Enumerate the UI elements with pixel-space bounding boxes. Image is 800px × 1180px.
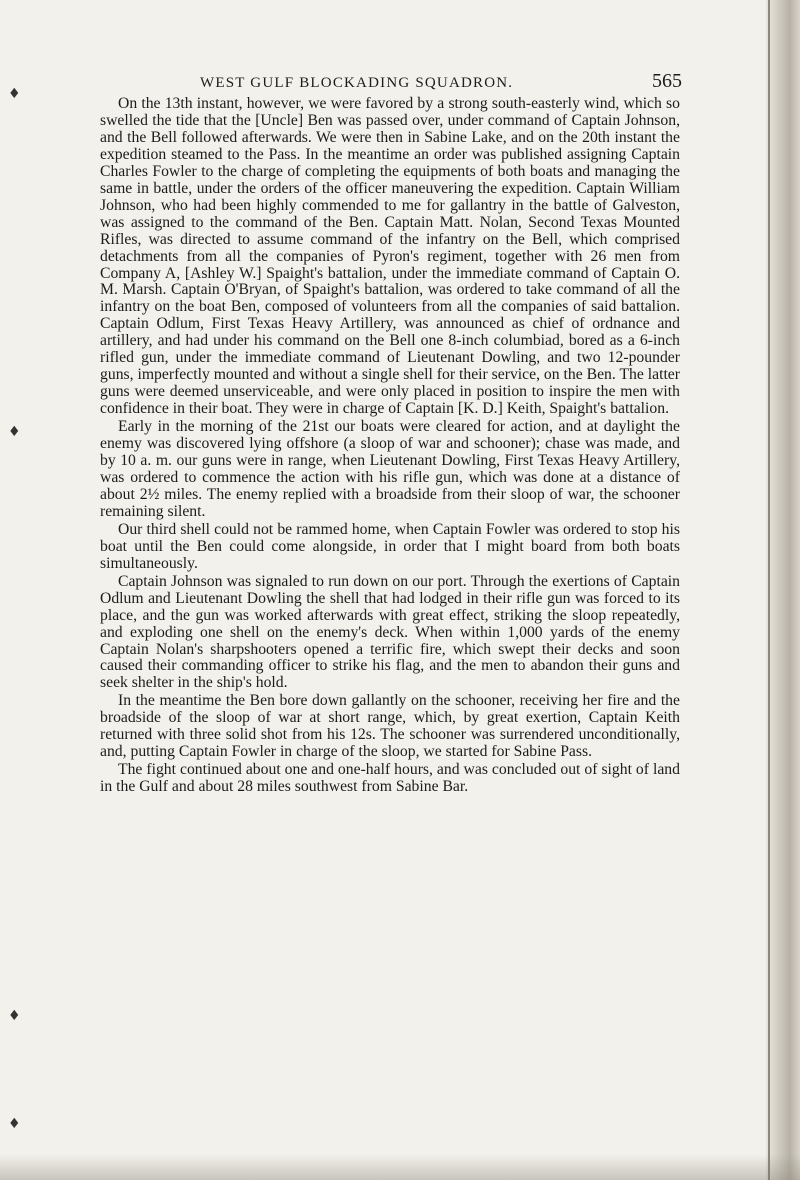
body-text (100, 96, 680, 796)
paragraph: In the meantime the Ben bore down gallantly on the schooner, receiving her fire and the broadside of the sloop of war at short range, which, by great exertion, Captain Keith returned with three solid shot from his 12s. The schooner was surrendered unconditionally, and, putting Captain Fowler in charge of the sloop, we started for Sabine Pass. (100, 692, 680, 761)
book-gutter (766, 0, 800, 1180)
paragraph: Captain Johnson was signaled to run down on our port. Through the exertions of Captain Odlum and Lieutenant Dowling the shell that had lodged in their rifle gun was forced to its place, and the gun was worked afterwards with great effect, striking the sloop repeatedly, and exploding one shell on the enemy's deck. When within 1,000 yards of the enemy Captain Nolan's sharpshooters opened a terrific fire, which swept their decks and soon caused their commanding officer to strike his flag, and the men to abandon their guns and seek shelter in the ship's hold. (100, 572, 680, 692)
margin-mark-icon: ♦ (8, 424, 21, 440)
running-head: WEST GULF BLOCKADING SQUADRON. (200, 75, 514, 91)
margin-mark-icon: ♦ (8, 86, 21, 102)
paragraph: Our third shell could not be rammed home, when Captain Fowler was ordered to stop his boat until the Ben could come alongside, in order that I might board from both boats simultaneously. (100, 520, 680, 572)
gutter-edge-line (768, 0, 770, 1180)
page-header (100, 66, 680, 94)
bottom-edge-shadow (0, 1154, 800, 1180)
paragraph: The fight continued about one and one-half hours, and was concluded out of sight of land in the Gulf and about 28 miles southwest from Sabine Bar. (100, 761, 680, 796)
paragraph: On the 13th instant, however, we were favored by a strong south-easterly wind, which so swelled the tide that the [Uncle] Ben was passed over, under command of Captain Johnson, and the Bell followed afterwards. We were then in Sabine Lake, and on the 20th instant the expedition steamed to the Pass. In the meantime an order was published assigning Captain Charles Fowler to the charge of completing the equipments of both boats and managing the same in battle, under the orders of the officer maneuvering the expedition. Captain William Johnson, who had been highly commended to me for gallantry in the battle of Galveston, was assigned to the command of the Ben. Captain Matt. Nolan, Second Texas Mounted Rifles, was directed to assume command of the infantry on the Bell, which comprised detachments from all the companies of Pyron's regiment, together with 26 men from Company A, [Ashley W.] Spaight's battalion, under the immediate command of Captain O. M. Marsh. Captain O'Bryan, of Spaight's battalion, was ordered to take command of all the infantry on the boat Ben, composed of volunteers from all the companies of said battalion. Captain Odlum, First Texas Heavy Artillery, was announced as chief of ordnance and artillery, and had under his command on the Bell one 8-inch columbiad, bored as a 6-inch rifled gun, under the immediate command of Lieutenant Dowling, and two 12-pounder guns, imperfectly mounted and without a single shell for their service, on the Ben. The latter guns were deemed unserviceable, and were only placed in position to inspire the men with confidence in their boat. They were in charge of Captain [K. D.] Keith, Spaight's battalion. (100, 95, 680, 418)
page-number: 565 (652, 70, 682, 92)
paragraph: Early in the morning of the 21st our boats were cleared for action, and at daylight the enemy was discovered lying offshore (a sloop of war and schooner); chase was made, and by 10 a. m. our guns were in range, when Lieutenant Dowling, First Texas Heavy Artillery, was ordered to commence the action with his rifle gun, which was done at a distance of about 2½ miles. The enemy replied with a broadside from their sloop of war, the schooner remaining silent. (100, 418, 680, 520)
margin-mark-icon: ♦ (8, 1008, 21, 1024)
margin-mark-icon: ♦ (8, 1116, 21, 1132)
page-content (100, 66, 680, 796)
